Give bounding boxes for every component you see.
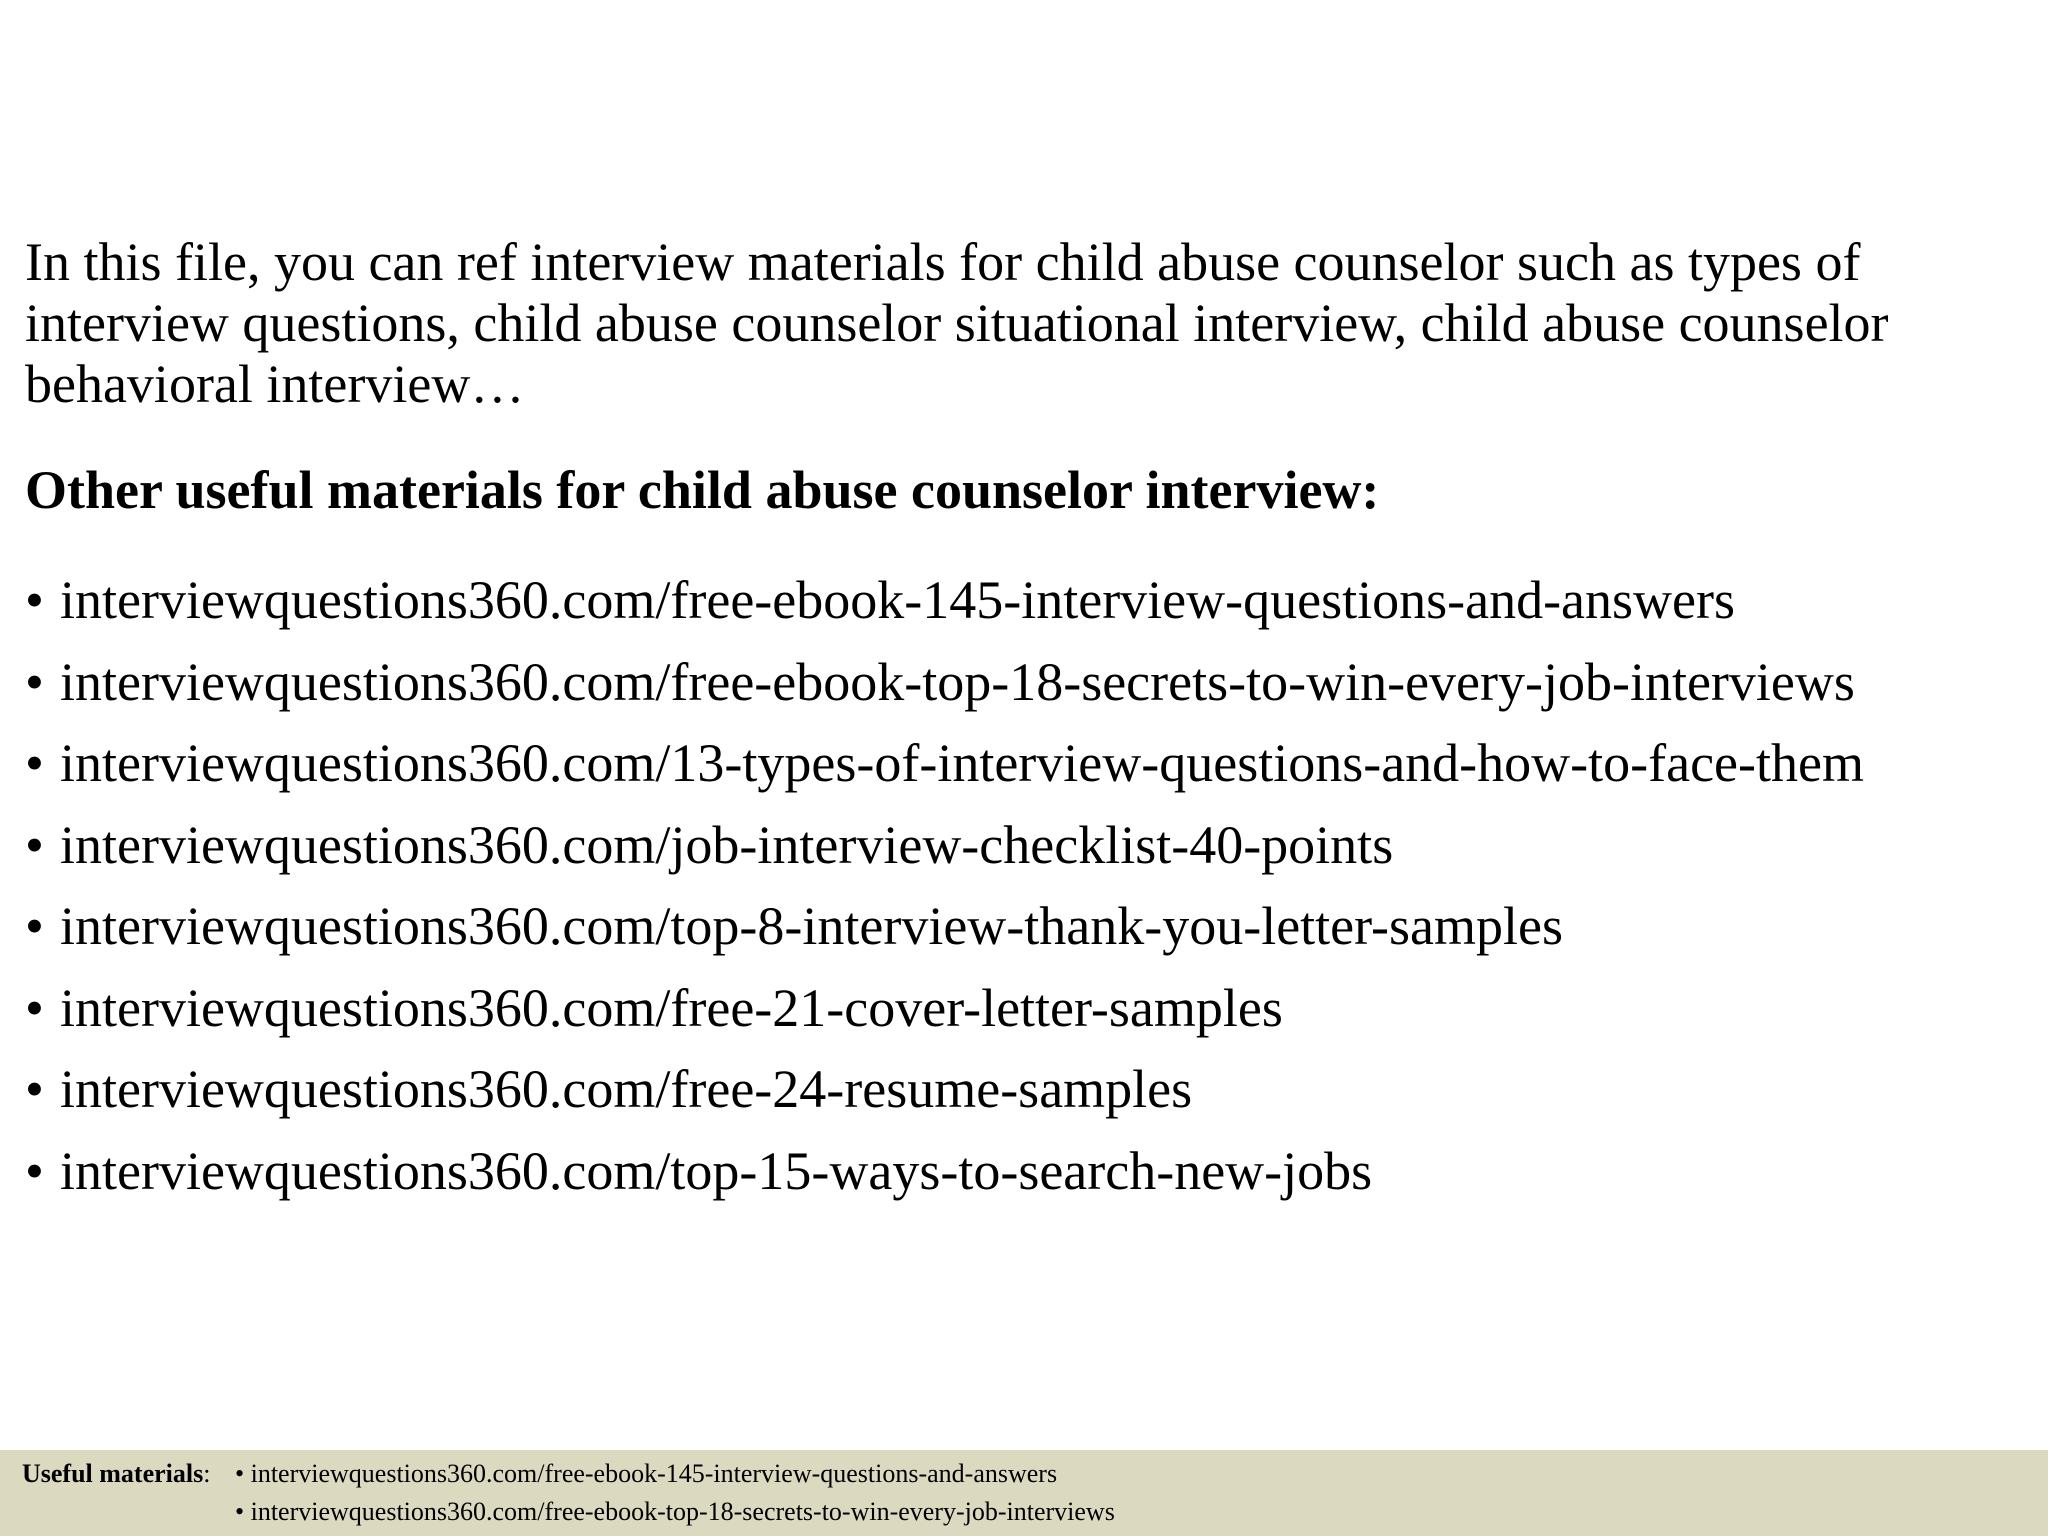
list-item[interactable] (25, 886, 1864, 968)
materials-heading: Other useful materials for child abuse counselor interview: (25, 460, 1380, 520)
intro-paragraph: In this file, you can ref interview materials for child abuse counselor such as types of interview questions, child abuse counselor situational interview, child abuse counselor behavioral interview… (25, 232, 1889, 414)
link-text[interactable]: interviewquestions360.com/job-interview-checklist-40-points (60, 814, 1394, 875)
footer-colon: : (203, 1459, 211, 1488)
bullet-icon: • (25, 896, 44, 956)
bullet-icon: • (25, 651, 44, 712)
list-item[interactable] (25, 642, 1864, 724)
link-text[interactable]: interviewquestions360.com/top-15-ways-to-search-new-jobs (60, 1140, 1373, 1201)
link-text[interactable]: interviewquestions360.com/free-21-cover-letter-samples (60, 977, 1283, 1038)
footer-label (22, 1455, 210, 1493)
bullet-icon: • (25, 814, 44, 875)
footer-label-text: Useful materials (22, 1459, 204, 1488)
list-item[interactable] (25, 560, 1864, 642)
list-item[interactable] (25, 1131, 1864, 1213)
list-item[interactable] (25, 805, 1864, 887)
link-text[interactable]: interviewquestions360.com/13-types-of-interview-questions-and-how-to-face-them (60, 733, 1864, 793)
bullet-icon: • (25, 1140, 44, 1201)
link-text[interactable]: interviewquestions360.com/top-8-interview-thank-you-letter-samples (60, 896, 1564, 956)
footer-link-list (235, 1455, 1115, 1531)
bullet-icon: • (25, 1059, 44, 1119)
list-item[interactable] (25, 723, 1864, 805)
bullet-icon: • (25, 570, 44, 630)
footer-link[interactable]: • interviewquestions360.com/free-ebook-top-18-secrets-to-win-every-job-interviews (235, 1497, 1115, 1526)
bullet-icon: • (25, 733, 44, 793)
list-item[interactable] (25, 1049, 1864, 1131)
footer-bar (0, 1450, 2048, 1536)
footer-link[interactable]: • interviewquestions360.com/free-ebook-145-interview-questions-and-answers (235, 1459, 1058, 1488)
link-text[interactable]: interviewquestions360.com/free-ebook-145-interview-questions-and-answers (60, 570, 1736, 630)
list-item[interactable] (25, 968, 1864, 1050)
link-text[interactable]: interviewquestions360.com/free-24-resume-samples (60, 1059, 1193, 1119)
link-text[interactable]: interviewquestions360.com/free-ebook-top-18-secrets-to-win-every-job-interviews (60, 651, 1855, 712)
materials-link-list (25, 560, 1864, 1212)
bullet-icon: • (25, 977, 44, 1038)
